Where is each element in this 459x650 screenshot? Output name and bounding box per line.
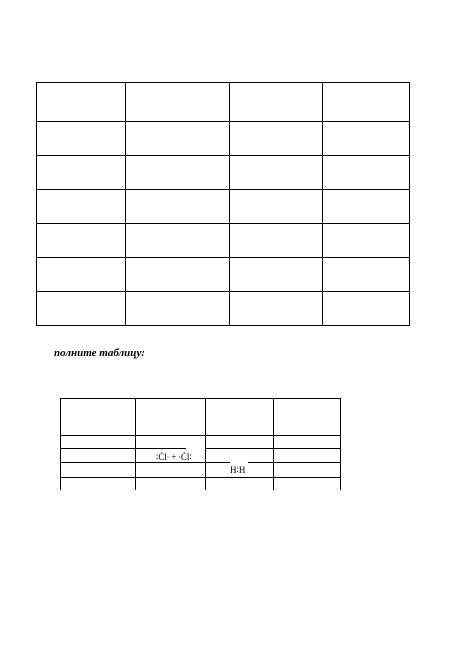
table-rule: [340, 398, 341, 490]
instruction-text: полните таблицу:: [54, 347, 145, 359]
table-rule: [205, 398, 206, 490]
chlorine-electron-formula: ∶Ċl∙ + ∙Ċl∶: [156, 452, 192, 462]
table-rule: [60, 398, 341, 399]
hydrogen-electron-formula: H∶H: [230, 465, 246, 475]
table-rule: [60, 448, 186, 449]
table-rule: [60, 477, 341, 478]
table-rule: [248, 462, 341, 463]
table-rule: [135, 398, 136, 490]
table-rule: [273, 398, 274, 490]
table-rule: [60, 435, 341, 436]
table-rule: [60, 398, 61, 490]
